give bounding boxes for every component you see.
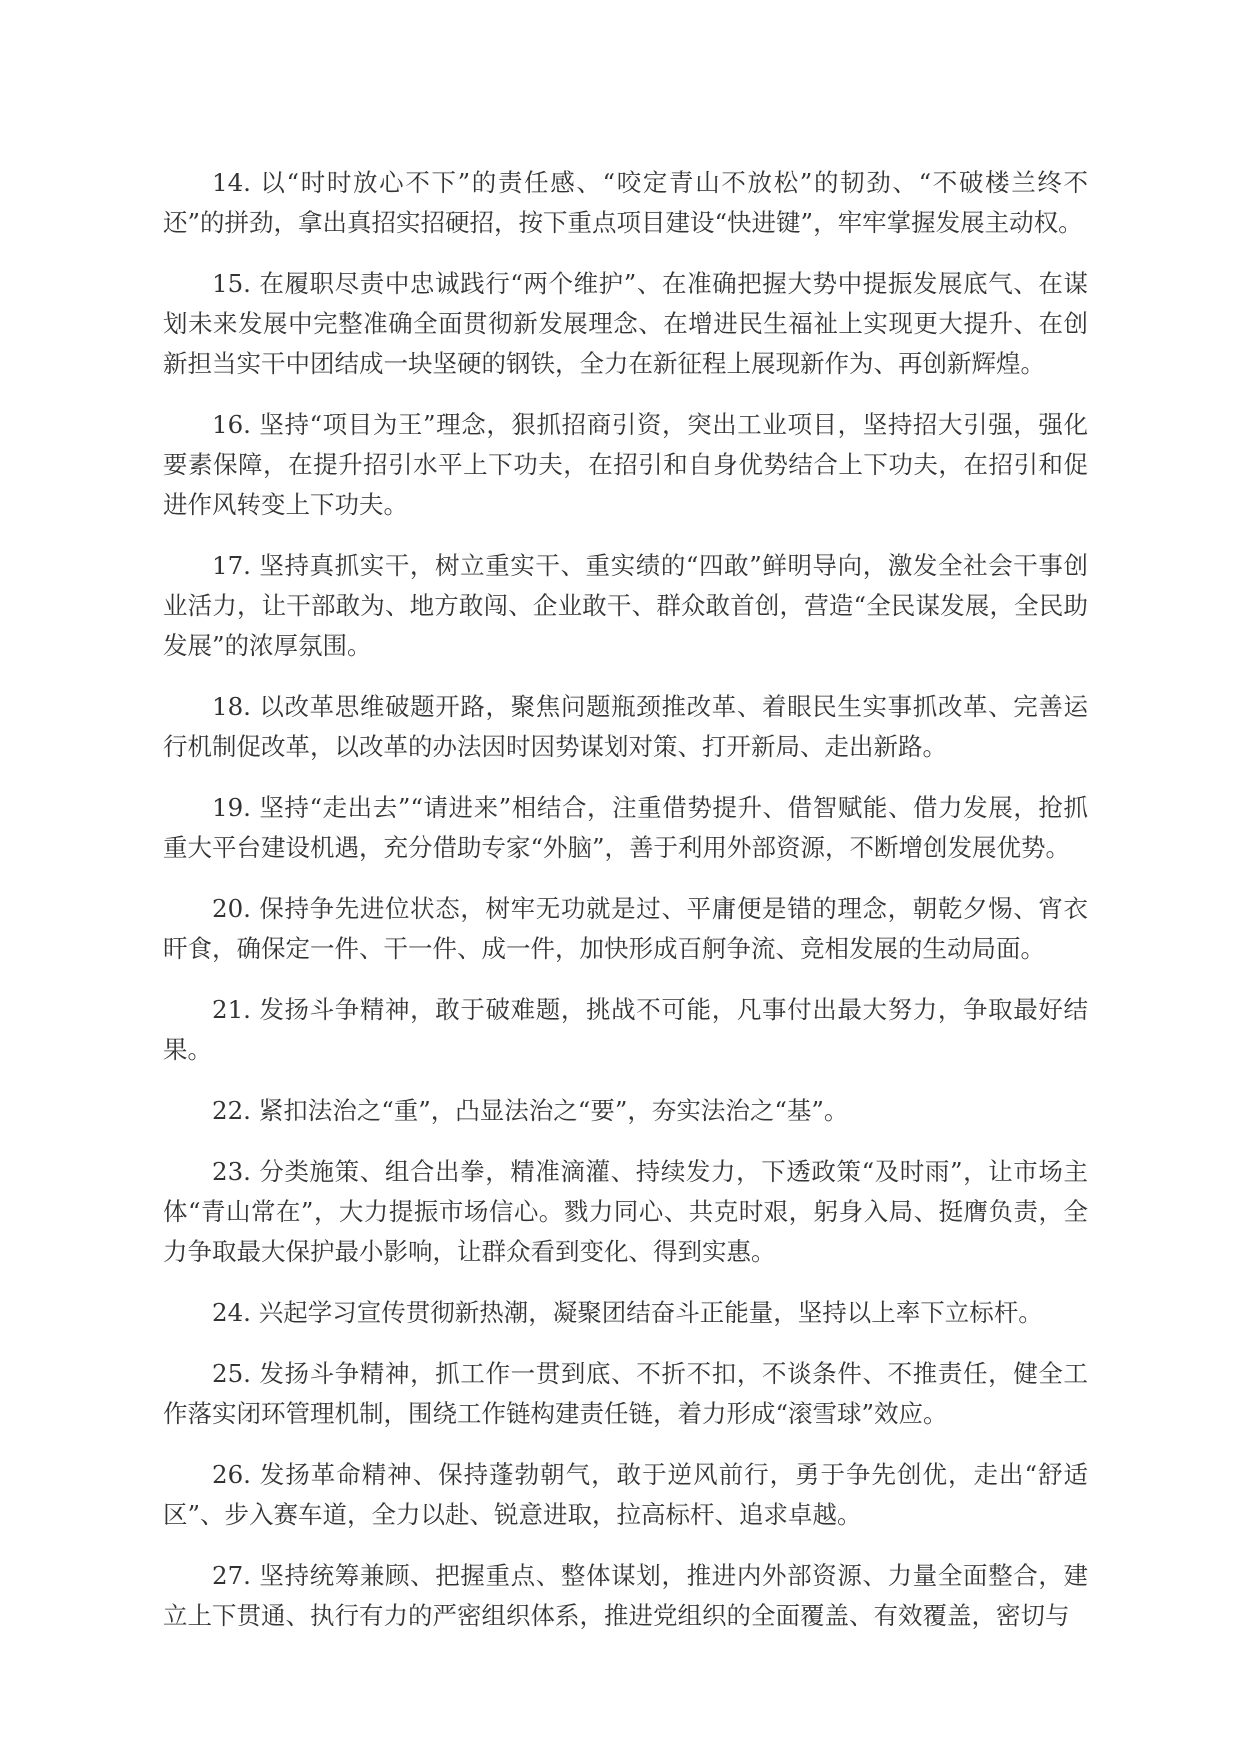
paragraph-23: 23. 分类施策、组合出拳，精准滴灌、持续发力，下透政策“及时雨”，让市场主体“青山常在”，大力提振市场信心。戮力同心、共克时艰，躬身入局、挺膺负责，全力争取最大保护最小影响，让群众看到变化、得到实惠。 (163, 1157, 1088, 1266)
paragraph-15: 15. 在履职尽责中忠诚践行“两个维护”、在准确把握大势中提振发展底气、在谋划未来发展中完整准确全面贯彻新发展理念、在增进民生福祉上实现更大提升、在创新担当实干中团结成一块坚硬的钢铁，全力在新征程上展现新作为、再创新辉煌。 (163, 269, 1088, 378)
paragraph-25: 25. 发扬斗争精神，抓工作一贯到底、不折不扣，不谈条件、不推责任，健全工作落实闭环管理机制，围绕工作链构建责任链，着力形成“滚雪球”效应。 (163, 1359, 1088, 1428)
paragraph-18: 18. 以改革思维破题开路，聚焦问题瓶颈推改革、着眼民生实事抓改革、完善运行机制促改革，以改革的办法因时因势谋划对策、打开新局、走出新路。 (163, 692, 1088, 761)
paragraph-21: 21. 发扬斗争精神，敢于破难题，挑战不可能，凡事付出最大努力，争取最好结果。 (163, 995, 1088, 1064)
paragraph-17: 17. 坚持真抓实干，树立重实干、重实绩的“四敢”鲜明导向，激发全社会干事创业活力，让干部敢为、地方敢闯、企业敢干、群众敢首创，营造“全民谋发展，全民助发展”的浓厚氛围。 (163, 551, 1088, 660)
paragraph-19: 19. 坚持“走出去”“请进来”相结合，注重借势提升、借智赋能、借力发展，抢抓重大平台建设机遇，充分借助专家“外脑”，善于利用外部资源，不断增创发展优势。 (163, 793, 1088, 862)
paragraph-20: 20. 保持争先进位状态，树牢无功就是过、平庸便是错的理念，朝乾夕惕、宵衣旰食，确保定一件、干一件、成一件，加快形成百舸争流、竞相发展的生动局面。 (163, 894, 1088, 963)
paragraph-27: 27. 坚持统筹兼顾、把握重点、整体谋划，推进内外部资源、力量全面整合，建立上下贯通、执行有力的严密组织体系，推进党组织的全面覆盖、有效覆盖，密切与 (163, 1561, 1088, 1630)
document-body (163, 163, 1088, 1657)
paragraph-24: 24. 兴起学习宣传贯彻新热潮，凝聚团结奋斗正能量，坚持以上率下立标杆。 (212, 1298, 1043, 1327)
paragraph-26: 26. 发扬革命精神、保持蓬勃朝气，敢于逆风前行，勇于争先创优，走出“舒适区”、步入赛车道，全力以赴、锐意进取，拉高标杆、追求卓越。 (163, 1460, 1088, 1529)
paragraph-14: 14. 以“时时放心不下”的责任感、“咬定青山不放松”的韧劲、“不破楼兰终不还”的拼劲，拿出真招实招硬招，按下重点项目建设“快进键”，牢牢掌握发展主动权。 (163, 168, 1088, 237)
paragraph-16: 16. 坚持“项目为王”理念，狠抓招商引资，突出工业项目，坚持招大引强，强化要素保障，在提升招引水平上下功夫，在招引和自身优势结合上下功夫，在招引和促进作风转变上下功夫。 (163, 410, 1088, 519)
paragraph-22: 22. 紧扣法治之“重”，凸显法治之“要”，夯实法治之“基”。 (212, 1096, 849, 1125)
